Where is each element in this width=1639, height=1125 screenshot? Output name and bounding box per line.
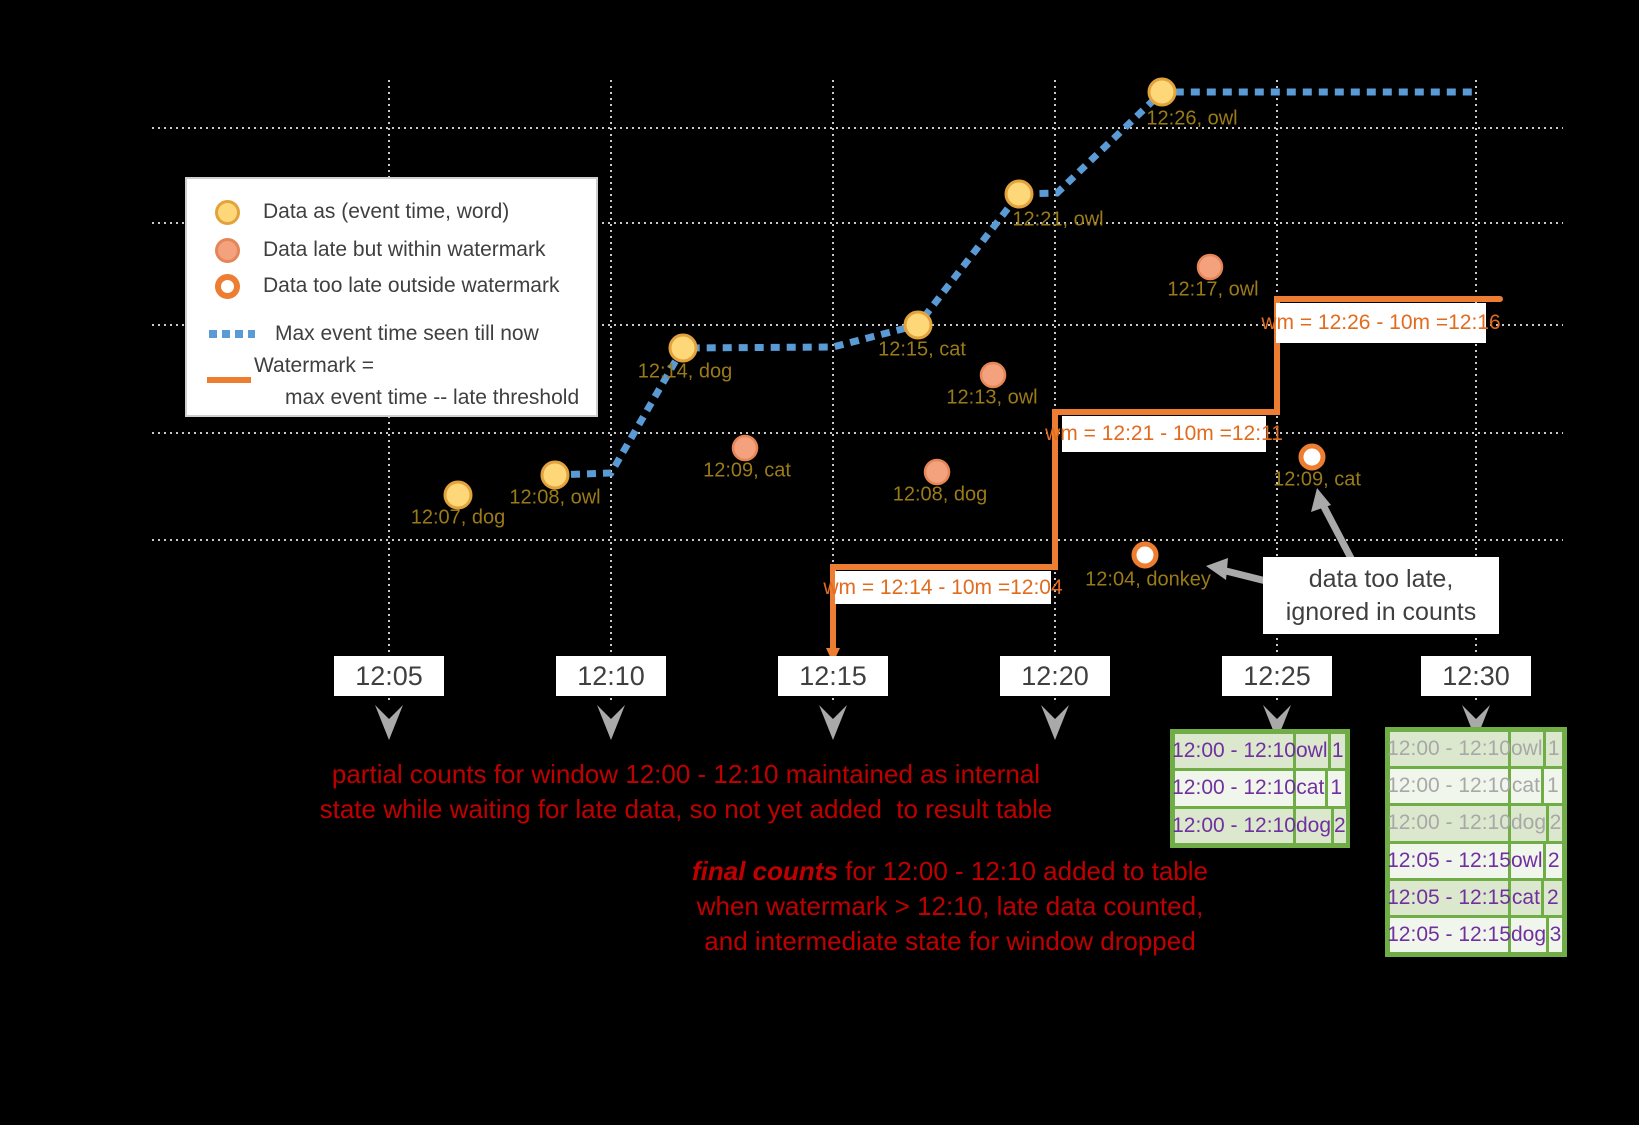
data-point-late — [733, 436, 757, 460]
legend-item-maxevent — [209, 319, 539, 349]
table-cell-win: 12:05 - 12:15 — [1390, 918, 1508, 952]
legend-label: Max event time seen till now — [275, 322, 539, 345]
axis-tick-label: 12:25 — [1222, 656, 1332, 696]
table-cell-word: cat — [1296, 771, 1325, 805]
data-point-label: 12:09, cat — [703, 459, 791, 482]
annotation-line: when watermark > 12:10, late data counted, — [696, 891, 1204, 921]
table-cell-cnt: 2 — [1549, 806, 1562, 840]
table-cell-word: owl — [1511, 732, 1543, 766]
annotation-partial-counts — [286, 757, 1086, 827]
table-cell-cnt: 2 — [1334, 809, 1346, 843]
table-cell-word: cat — [1511, 769, 1541, 803]
table-row — [1172, 734, 1345, 768]
annotation-line: state while waiting for late data, so not yet added to result table — [319, 794, 1053, 824]
orange-line-icon — [207, 376, 253, 384]
table-cell-win: 12:05 - 12:15 — [1390, 844, 1508, 878]
axis-tick-label: 12:15 — [778, 656, 888, 696]
blue-dotted-line-icon — [209, 330, 255, 338]
legend-label: Data as (event time, word) — [263, 200, 510, 223]
axis-tick-label: 12:20 — [1000, 656, 1110, 696]
table-cell-word: dog — [1511, 806, 1546, 840]
data-point-late — [925, 460, 949, 484]
data-point-label: 12:04, donkey — [1085, 568, 1211, 591]
legend-item-late — [215, 235, 545, 265]
on-time-dot-icon — [215, 200, 240, 225]
table-row — [1387, 844, 1562, 878]
table-cell-win: 12:00 - 12:10 — [1175, 809, 1293, 843]
table-row — [1387, 918, 1562, 952]
table-cell-win: 12:00 - 12:10 — [1390, 806, 1508, 840]
max-event-time-line — [555, 92, 1476, 475]
data-point-too-late — [1134, 544, 1156, 566]
table-row — [1172, 771, 1345, 805]
legend-label: Data late but within watermark — [263, 238, 546, 261]
table-row — [1387, 806, 1562, 840]
data-point-label: 12:08, dog — [892, 483, 988, 506]
axis-tick-label: 12:05 — [334, 656, 444, 696]
too-late-callout-line1: data too late, — [1308, 564, 1454, 593]
result-table-1230 — [1385, 727, 1567, 957]
too-late-dot-icon — [215, 274, 240, 299]
table-cell-word: cat — [1511, 881, 1541, 915]
data-point-on-time — [542, 462, 568, 488]
data-point-too-late — [1301, 446, 1323, 468]
data-point-late — [981, 363, 1005, 387]
table-cell-cnt: 1 — [1328, 771, 1345, 805]
annotation-line: partial counts for window 12:00 - 12:10 maintained as internal — [331, 759, 1041, 789]
axis-arrowhead-icon — [819, 705, 847, 740]
table-row — [1387, 732, 1562, 766]
data-point-late — [1198, 255, 1222, 279]
legend-item-watermark-line2 — [285, 383, 579, 413]
data-point-on-time — [670, 335, 696, 361]
legend-label: Data too late outside watermark — [263, 274, 560, 297]
table-row — [1172, 809, 1346, 843]
data-point-label: 12:07, dog — [410, 506, 506, 529]
data-point-label: 12:08, owl — [509, 486, 601, 509]
annotation-line: final counts for 12:00 - 12:10 added to table — [692, 856, 1208, 886]
data-point-label: 12:15, cat — [878, 338, 966, 361]
table-cell-cnt: 2 — [1546, 844, 1562, 878]
table-cell-cnt: 1 — [1544, 769, 1562, 803]
data-point-label: 12:14, dog — [637, 360, 733, 383]
data-point-label: 12:26, owl — [1146, 107, 1238, 130]
data-point-label: 12:21, owl — [1012, 208, 1104, 231]
table-cell-cnt: 3 — [1549, 918, 1562, 952]
table-cell-win: 12:00 - 12:10 — [1175, 771, 1293, 805]
watermark-value-label: wm = 12:26 - 10m =12:16 — [1276, 303, 1486, 343]
legend-label: max event time -- late threshold — [285, 386, 580, 409]
result-table-1225 — [1170, 729, 1350, 848]
legend-item-toolate — [215, 271, 559, 301]
axis-tick-label: 12:10 — [556, 656, 666, 696]
table-cell-cnt: 2 — [1544, 881, 1562, 915]
late-dot-icon — [215, 238, 240, 263]
table-cell-cnt: 1 — [1546, 732, 1562, 766]
too-late-callout-line2: ignored in counts — [1285, 597, 1477, 626]
data-point-label: 12:09, cat — [1273, 468, 1361, 491]
data-point-label: 12:13, owl — [946, 386, 1038, 409]
watermark-value-label: wm = 12:21 - 10m =12:11 — [1062, 416, 1266, 452]
legend — [185, 177, 598, 417]
watermark-value-label: wm = 12:14 - 10m =12:04 — [835, 571, 1051, 604]
data-point-label: 12:17, owl — [1167, 278, 1259, 301]
data-point-on-time — [445, 482, 471, 508]
axis-arrowhead-icon — [1041, 705, 1069, 740]
annotation-final-counts — [550, 854, 1350, 959]
table-cell-word: owl — [1511, 844, 1543, 878]
data-point-on-time — [905, 312, 931, 338]
too-late-callout — [1263, 557, 1499, 634]
axis-tick-label: 12:30 — [1421, 656, 1531, 696]
table-row — [1387, 881, 1562, 915]
legend-item-watermark — [254, 351, 374, 381]
legend-item-ontime — [215, 197, 509, 227]
table-cell-win: 12:00 - 12:10 — [1175, 734, 1293, 768]
data-point-on-time — [1006, 181, 1032, 207]
annotation-line: and intermediate state for window dropped — [704, 926, 1196, 956]
table-cell-win: 12:00 - 12:10 — [1390, 732, 1508, 766]
legend-label: Watermark = — [254, 354, 374, 377]
table-cell-win: 12:00 - 12:10 — [1390, 769, 1508, 803]
table-row — [1387, 769, 1562, 803]
table-cell-cnt: 1 — [1331, 734, 1345, 768]
axis-arrowhead-icon — [597, 705, 625, 740]
table-cell-word: dog — [1296, 809, 1331, 843]
table-cell-word: owl — [1296, 734, 1328, 768]
data-point-on-time — [1149, 79, 1175, 105]
table-cell-word: dog — [1511, 918, 1546, 952]
table-cell-win: 12:05 - 12:15 — [1390, 881, 1508, 915]
axis-arrowhead-icon — [375, 705, 403, 740]
